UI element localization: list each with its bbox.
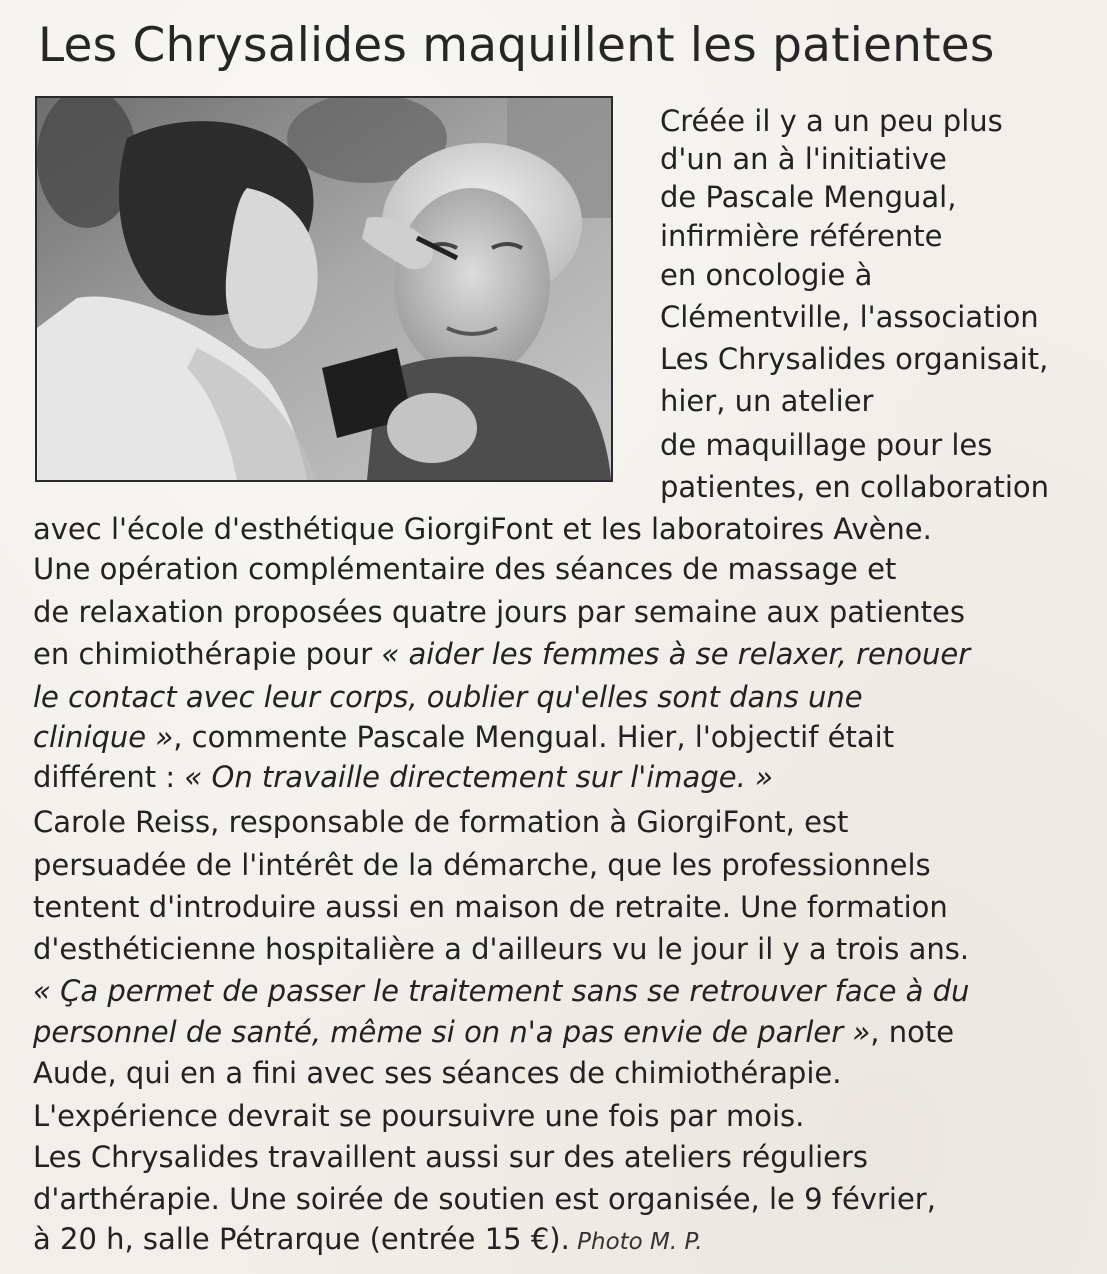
quote-run: le contact avec leur corps, oublier qu'elles sont dans une	[33, 680, 863, 714]
body-line	[33, 635, 970, 673]
intro-line: en oncologie à	[660, 258, 873, 292]
body-line	[33, 1054, 841, 1092]
body-line	[33, 678, 863, 716]
intro-line: Créée il y a un peu plus	[660, 104, 1003, 138]
text-run: de relaxation proposées quatre jours par semaine aux patientes	[33, 595, 966, 629]
body-line	[33, 1180, 936, 1218]
body-line	[33, 846, 931, 884]
text-run: avec l'école d'esthétique GiorgiFont et les laboratoires Avène.	[33, 512, 932, 546]
intro-line: de Pascale Mengual,	[660, 180, 957, 214]
text-run: Carole Reiss, responsable de formation à GiorgiFont, est	[33, 805, 849, 839]
intro-line: infirmière référente	[660, 219, 943, 253]
text-run: persuadée de l'intérêt de la démarche, que les professionnels	[33, 848, 931, 882]
text-run: L'expérience devrait se poursuivre une fois par mois.	[33, 1099, 805, 1133]
intro-line: patientes, en collaboration	[660, 470, 1049, 504]
text-run: en chimiothérapie pour	[33, 637, 382, 671]
text-run: d'arthérapie. Une soirée de soutien est organisée, le 9 février,	[33, 1182, 936, 1216]
quote-run: « On travaille directement sur l'image. »	[184, 760, 773, 794]
body-line	[33, 550, 896, 588]
article-headline: Les Chrysalides maquillent les patientes	[38, 18, 995, 73]
intro-line: de maquillage pour les	[660, 428, 993, 462]
body-line	[33, 1097, 804, 1135]
intro-line: Clémentville, l'association	[660, 300, 1039, 334]
text-run: , commente Pascale Mengual. Hier, l'objectif était	[173, 720, 895, 754]
text-run: Une opération complémentaire des séances de massage et	[33, 552, 897, 586]
text-run: Aude, qui en a fini avec ses séances de chimiothérapie.	[33, 1056, 842, 1090]
intro-line: hier, un atelier	[660, 384, 874, 418]
intro-line: d'un an à l'initiative	[660, 142, 947, 176]
quote-run: « aider les femmes à se relaxer, renouer	[381, 637, 971, 671]
body-line	[33, 972, 969, 1010]
text-run: à 20 h, salle Pétrarque (entrée 15 €).	[33, 1222, 570, 1256]
intro-line: Les Chrysalides organisait,	[660, 342, 1049, 376]
quote-run: clinique »	[33, 720, 174, 754]
body-line	[33, 1220, 703, 1261]
article-photo	[35, 96, 613, 482]
body-line	[33, 718, 894, 756]
text-run: , note	[870, 1015, 955, 1049]
body-line	[33, 930, 969, 968]
body-line	[33, 1138, 868, 1176]
quote-run: « Ça permet de passer le traitement sans se retrouver face à du	[33, 974, 970, 1008]
quote-run: personnel de santé, même si on n'a pas envie de parler »	[33, 1015, 871, 1049]
photo-credit: Photo M. P.	[569, 1229, 703, 1255]
text-run: d'esthéticienne hospitalière a d'ailleurs vu le jour il y a trois ans.	[33, 932, 970, 966]
body-line	[33, 510, 932, 548]
body-line	[33, 593, 965, 631]
body-line	[33, 888, 948, 926]
text-run: différent :	[33, 760, 185, 794]
body-line	[33, 758, 773, 796]
body-line	[33, 803, 848, 841]
body-line	[33, 1013, 954, 1051]
text-run: tentent d'introduire aussi en maison de retraite. Une formation	[33, 890, 948, 924]
text-run: Les Chrysalides travaillent aussi sur des ateliers réguliers	[33, 1140, 869, 1174]
